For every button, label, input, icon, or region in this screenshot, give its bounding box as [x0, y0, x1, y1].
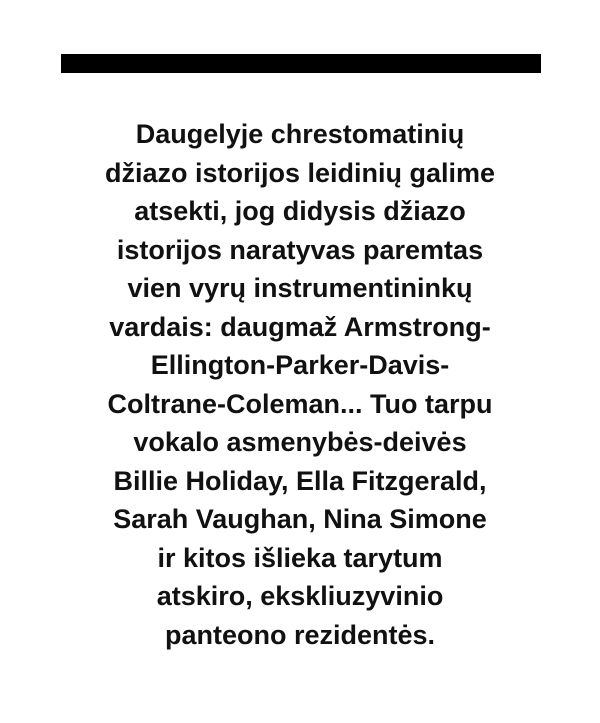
- quote-line: džiazo istorijos leidinių galime: [104, 157, 496, 188]
- quote-line: vien vyrų instrumentininkų: [127, 273, 473, 303]
- quote-line: istorijos naratyvas paremtas: [116, 234, 484, 265]
- quote-line: atskiro, ekskliuzyvinio: [156, 581, 444, 611]
- pull-quote: [0, 115, 600, 654]
- quote-line: vardais: daugmaž Armstrong-: [109, 311, 491, 342]
- quote-line: Ellington-Parker-Davis-: [150, 350, 450, 380]
- quote-line: Sarah Vaughan, Nina Simone: [113, 504, 487, 534]
- quote-line: Daugelyje chrestomatinių: [135, 119, 465, 149]
- quote-line: Billie Holiday, Ella Fitzgerald,: [113, 465, 487, 496]
- quote-line: Coltrane-Coleman... Tuo tarpu: [107, 388, 493, 419]
- quote-line: panteono rezidentės.: [164, 619, 436, 650]
- quote-line: ir kitos išlieka tarytum: [157, 542, 443, 573]
- top-rule: [61, 54, 541, 73]
- quote-line: vokalo asmenybės-deivės: [133, 427, 467, 457]
- quote-line: atsekti, jog didysis džiazo: [134, 196, 466, 226]
